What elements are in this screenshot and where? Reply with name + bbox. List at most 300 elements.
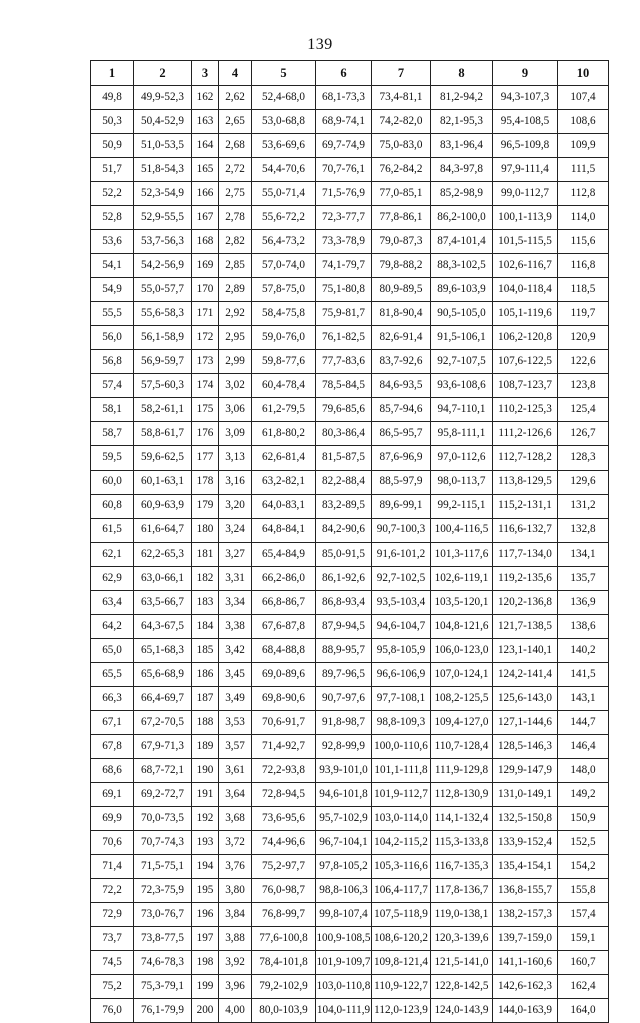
table-cell: 95,4-108,5 — [493, 110, 558, 134]
table-cell: 129,9-147,9 — [493, 758, 558, 782]
table-cell: 57,4 — [91, 374, 134, 398]
table-cell: 52,9-55,5 — [134, 206, 192, 230]
table-cell: 69,8-90,6 — [252, 686, 316, 710]
header-row — [91, 61, 609, 86]
table-cell: 104,2-115,2 — [372, 830, 431, 854]
table-cell: 69,9 — [91, 806, 134, 830]
table-cell: 66,2-86,0 — [252, 566, 316, 590]
table-cell: 59,0-76,0 — [252, 326, 316, 350]
table-cell: 131,0-149,1 — [493, 782, 558, 806]
column-header-4: 4 — [219, 61, 252, 86]
table-cell: 70,6 — [91, 830, 134, 854]
table-row — [91, 206, 609, 230]
table-cell: 58,2-61,1 — [134, 398, 192, 422]
table-cell: 144,0-163,9 — [493, 999, 558, 1023]
table-cell: 65,5 — [91, 662, 134, 686]
table-cell: 90,7-100,3 — [372, 518, 431, 542]
table-cell: 76,0-98,7 — [252, 879, 316, 903]
table-cell: 116,8 — [558, 254, 609, 278]
table-cell: 189 — [192, 734, 219, 758]
table-cell: 107,0-124,1 — [431, 662, 493, 686]
table-row — [91, 278, 609, 302]
table-cell: 3,27 — [219, 542, 252, 566]
table-row — [91, 254, 609, 278]
table-cell: 3,16 — [219, 470, 252, 494]
table-cell: 91,8-98,7 — [316, 710, 372, 734]
column-header-9: 9 — [493, 61, 558, 86]
table-cell: 135,4-154,1 — [493, 855, 558, 879]
table-cell: 85,2-98,9 — [431, 182, 493, 206]
table-cell: 61,2-79,5 — [252, 398, 316, 422]
table-cell: 138,6 — [558, 614, 609, 638]
table-cell: 64,0-83,1 — [252, 494, 316, 518]
table-cell: 49,9-52,3 — [134, 86, 192, 110]
table-cell: 3,20 — [219, 494, 252, 518]
table-cell: 74,2-82,0 — [372, 110, 431, 134]
table-cell: 198 — [192, 951, 219, 975]
table-row — [91, 734, 609, 758]
table-cell: 85,0-91,5 — [316, 542, 372, 566]
table-cell: 195 — [192, 879, 219, 903]
table-row — [91, 638, 609, 662]
table-cell: 100,1-113,9 — [493, 206, 558, 230]
table-cell: 176 — [192, 422, 219, 446]
table-cell: 93,5-103,4 — [372, 590, 431, 614]
table-cell: 65,6-68,9 — [134, 662, 192, 686]
table-cell: 3,24 — [219, 518, 252, 542]
table-cell: 52,2 — [91, 182, 134, 206]
table-cell: 103,5-120,1 — [431, 590, 493, 614]
table-cell: 56,1-58,9 — [134, 326, 192, 350]
table-cell: 111,5 — [558, 158, 609, 182]
table-cell: 188 — [192, 710, 219, 734]
table-cell: 71,5-76,9 — [316, 182, 372, 206]
column-header-2: 2 — [134, 61, 192, 86]
table-cell: 164 — [192, 134, 219, 158]
table-cell: 49,8 — [91, 86, 134, 110]
table-cell: 3,31 — [219, 566, 252, 590]
table-cell: 77,0-85,1 — [372, 182, 431, 206]
table-cell: 112,8-130,9 — [431, 782, 493, 806]
table-cell: 77,6-100,8 — [252, 927, 316, 951]
table-cell: 123,8 — [558, 374, 609, 398]
table-cell: 60,0 — [91, 470, 134, 494]
table-cell: 141,1-160,6 — [493, 951, 558, 975]
table-cell: 123,1-140,1 — [493, 638, 558, 662]
table-cell: 103,0-114,0 — [372, 806, 431, 830]
table-row — [91, 927, 609, 951]
table-cell: 96,5-109,8 — [493, 134, 558, 158]
table-cell: 84,6-93,5 — [372, 374, 431, 398]
table-cell: 169 — [192, 254, 219, 278]
table-cell: 63,2-82,1 — [252, 470, 316, 494]
table-row — [91, 326, 609, 350]
table-cell: 97,7-108,1 — [372, 686, 431, 710]
table-cell: 53,6-69,6 — [252, 134, 316, 158]
column-header-3: 3 — [192, 61, 219, 86]
table-cell: 110,7-128,4 — [431, 734, 493, 758]
table-cell: 3,80 — [219, 879, 252, 903]
table-cell: 59,8-77,6 — [252, 350, 316, 374]
table-row — [91, 566, 609, 590]
table-cell: 79,2-102,9 — [252, 975, 316, 999]
table-cell: 54,2-56,9 — [134, 254, 192, 278]
table-cell: 193 — [192, 830, 219, 854]
column-header-7: 7 — [372, 61, 431, 86]
table-cell: 2,99 — [219, 350, 252, 374]
table-cell: 2,89 — [219, 278, 252, 302]
table-cell: 4,00 — [219, 999, 252, 1023]
table-cell: 72,2-93,8 — [252, 758, 316, 782]
table-cell: 70,7-74,3 — [134, 830, 192, 854]
table-cell: 3,38 — [219, 614, 252, 638]
table-cell: 89,7-96,5 — [316, 662, 372, 686]
table-cell: 77,8-86,1 — [372, 206, 431, 230]
table-cell: 73,4-81,1 — [372, 86, 431, 110]
table-cell: 101,9-109,7 — [316, 951, 372, 975]
table-row — [91, 710, 609, 734]
table-cell: 50,9 — [91, 134, 134, 158]
table-cell: 3,64 — [219, 782, 252, 806]
table-cell: 3,68 — [219, 806, 252, 830]
table-cell: 50,4-52,9 — [134, 110, 192, 134]
table-cell: 72,9 — [91, 903, 134, 927]
table-cell: 109,4-127,0 — [431, 710, 493, 734]
table-cell: 79,6-85,6 — [316, 398, 372, 422]
table-cell: 88,5-97,9 — [372, 470, 431, 494]
table-cell: 54,4-70,6 — [252, 158, 316, 182]
table-cell: 79,8-88,2 — [372, 254, 431, 278]
table-cell: 3,13 — [219, 446, 252, 470]
table-cell: 52,8 — [91, 206, 134, 230]
table-cell: 78,5-84,5 — [316, 374, 372, 398]
table-cell: 75,2-97,7 — [252, 855, 316, 879]
table-cell: 100,4-116,5 — [431, 518, 493, 542]
table-cell: 81,8-90,4 — [372, 302, 431, 326]
table-cell: 2,82 — [219, 230, 252, 254]
table-cell: 86,2-100,0 — [431, 206, 493, 230]
table-cell: 168 — [192, 230, 219, 254]
table-cell: 162,4 — [558, 975, 609, 999]
table-cell: 2,65 — [219, 110, 252, 134]
table-cell: 70,6-91,7 — [252, 710, 316, 734]
table-cell: 62,6-81,4 — [252, 446, 316, 470]
table-cell: 102,6-119,1 — [431, 566, 493, 590]
table-cell: 51,8-54,3 — [134, 158, 192, 182]
table-cell: 140,2 — [558, 638, 609, 662]
table-cell: 98,8-109,3 — [372, 710, 431, 734]
table-cell: 91,6-101,2 — [372, 542, 431, 566]
column-header-8: 8 — [431, 61, 493, 86]
table-cell: 63,5-66,7 — [134, 590, 192, 614]
table-cell: 99,2-115,1 — [431, 494, 493, 518]
table-cell: 108,7-123,7 — [493, 374, 558, 398]
table-cell: 117,8-136,7 — [431, 879, 493, 903]
table-cell: 75,2 — [91, 975, 134, 999]
table-cell: 63,0-66,1 — [134, 566, 192, 590]
table-cell: 95,8-111,1 — [431, 422, 493, 446]
table-cell: 74,5 — [91, 951, 134, 975]
table-cell: 2,68 — [219, 134, 252, 158]
table-cell: 73,0-76,7 — [134, 903, 192, 927]
table-cell: 70,0-73,5 — [134, 806, 192, 830]
table-cell: 104,8-121,6 — [431, 614, 493, 638]
table-cell: 173 — [192, 350, 219, 374]
table-cell: 107,6-122,5 — [493, 350, 558, 374]
table-cell: 54,9 — [91, 278, 134, 302]
table-cell: 81,2-94,2 — [431, 86, 493, 110]
table-row — [91, 686, 609, 710]
table-row — [91, 446, 609, 470]
table-cell: 75,3-79,1 — [134, 975, 192, 999]
table-cell: 3,88 — [219, 927, 252, 951]
table-cell: 107,4 — [558, 86, 609, 110]
table-row — [91, 590, 609, 614]
table-cell: 148,0 — [558, 758, 609, 782]
table-cell: 83,1-96,4 — [431, 134, 493, 158]
table-cell: 73,7 — [91, 927, 134, 951]
table-cell: 70,7-76,1 — [316, 158, 372, 182]
table-cell: 3,09 — [219, 422, 252, 446]
table-cell: 163 — [192, 110, 219, 134]
table-cell: 116,7-135,3 — [431, 855, 493, 879]
table-row — [91, 158, 609, 182]
page-number: 139 — [307, 36, 333, 53]
table-cell: 109,9 — [558, 134, 609, 158]
table-cell: 66,8-86,7 — [252, 590, 316, 614]
table-cell: 92,7-102,5 — [372, 566, 431, 590]
table-cell: 100,9-108,5 — [316, 927, 372, 951]
table-cell: 132,5-150,8 — [493, 806, 558, 830]
table-cell: 134,1 — [558, 542, 609, 566]
table-cell: 62,2-65,3 — [134, 542, 192, 566]
table-cell: 84,2-90,6 — [316, 518, 372, 542]
table-cell: 167 — [192, 206, 219, 230]
table-cell: 183 — [192, 590, 219, 614]
table-row — [91, 398, 609, 422]
table-cell: 128,3 — [558, 446, 609, 470]
table-cell: 72,2 — [91, 879, 134, 903]
table-cell: 69,7-74,9 — [316, 134, 372, 158]
table-cell: 59,6-62,5 — [134, 446, 192, 470]
table-cell: 106,4-117,7 — [372, 879, 431, 903]
table-cell: 57,0-74,0 — [252, 254, 316, 278]
table-cell: 3,02 — [219, 374, 252, 398]
table-cell: 76,1-79,9 — [134, 999, 192, 1023]
table-cell: 101,1-111,8 — [372, 758, 431, 782]
table-cell: 77,7-83,6 — [316, 350, 372, 374]
table-cell: 184 — [192, 614, 219, 638]
table-cell: 94,7-110,1 — [431, 398, 493, 422]
table-cell: 3,53 — [219, 710, 252, 734]
table-cell: 67,8 — [91, 734, 134, 758]
table-cell: 124,0-143,9 — [431, 999, 493, 1023]
table-cell: 76,8-99,7 — [252, 903, 316, 927]
table-cell: 82,2-88,4 — [316, 470, 372, 494]
table-cell: 136,9 — [558, 590, 609, 614]
table-cell: 149,2 — [558, 782, 609, 806]
table-row — [91, 230, 609, 254]
table-cell: 57,5-60,3 — [134, 374, 192, 398]
table-cell: 105,1-119,6 — [493, 302, 558, 326]
table-cell: 115,2-131,1 — [493, 494, 558, 518]
table-cell: 179 — [192, 494, 219, 518]
table-cell: 71,4-92,7 — [252, 734, 316, 758]
table-cell: 79,0-87,3 — [372, 230, 431, 254]
table-cell: 197 — [192, 927, 219, 951]
table-row — [91, 134, 609, 158]
column-header-5: 5 — [252, 61, 316, 86]
table-cell: 64,8-84,1 — [252, 518, 316, 542]
table-row — [91, 903, 609, 927]
table-row — [91, 855, 609, 879]
table-cell: 114,1-132,4 — [431, 806, 493, 830]
table-cell: 107,5-118,9 — [372, 903, 431, 927]
table-cell: 110,9-122,7 — [372, 975, 431, 999]
table-cell: 61,8-80,2 — [252, 422, 316, 446]
table-cell: 92,7-107,5 — [431, 350, 493, 374]
table-cell: 87,4-101,4 — [431, 230, 493, 254]
table-cell: 136,8-155,7 — [493, 879, 558, 903]
table-cell: 2,78 — [219, 206, 252, 230]
table-cell: 71,5-75,1 — [134, 855, 192, 879]
table-cell: 115,3-133,8 — [431, 830, 493, 854]
table-cell: 186 — [192, 662, 219, 686]
table-cell: 118,5 — [558, 278, 609, 302]
table-cell: 76,1-82,5 — [316, 326, 372, 350]
table-cell: 150,9 — [558, 806, 609, 830]
table-cell: 121,7-138,5 — [493, 614, 558, 638]
table-cell: 106,0-123,0 — [431, 638, 493, 662]
table-cell: 74,1-79,7 — [316, 254, 372, 278]
table-cell: 93,6-108,6 — [431, 374, 493, 398]
table-cell: 172 — [192, 326, 219, 350]
table-cell: 97,0-112,6 — [431, 446, 493, 470]
table-cell: 2,62 — [219, 86, 252, 110]
table-cell: 78,4-101,8 — [252, 951, 316, 975]
table-cell: 56,9-59,7 — [134, 350, 192, 374]
table-cell: 62,9 — [91, 566, 134, 590]
table-cell: 56,4-73,2 — [252, 230, 316, 254]
table-cell: 122,8-142,5 — [431, 975, 493, 999]
table-cell: 61,6-64,7 — [134, 518, 192, 542]
table-row — [91, 614, 609, 638]
table-cell: 192 — [192, 806, 219, 830]
table-cell: 96,7-104,1 — [316, 830, 372, 854]
table-cell: 89,6-103,9 — [431, 278, 493, 302]
table-cell: 63,4 — [91, 590, 134, 614]
table-row — [91, 662, 609, 686]
table-row — [91, 350, 609, 374]
column-header-6: 6 — [316, 61, 372, 86]
table-cell: 119,2-135,6 — [493, 566, 558, 590]
table-cell: 60,4-78,4 — [252, 374, 316, 398]
table-cell: 93,9-101,0 — [316, 758, 372, 782]
table-cell: 66,3 — [91, 686, 134, 710]
table-row — [91, 879, 609, 903]
table-cell: 103,0-110,8 — [316, 975, 372, 999]
table-cell: 191 — [192, 782, 219, 806]
table-cell: 102,6-116,7 — [493, 254, 558, 278]
table-cell: 132,8 — [558, 518, 609, 542]
column-header-1: 1 — [91, 61, 134, 86]
table-cell: 69,0-89,6 — [252, 662, 316, 686]
table-cell: 90,7-97,6 — [316, 686, 372, 710]
table-cell: 75,1-80,8 — [316, 278, 372, 302]
table-cell: 55,6-72,2 — [252, 206, 316, 230]
table-cell: 73,3-78,9 — [316, 230, 372, 254]
table-cell: 84,3-97,8 — [431, 158, 493, 182]
table-cell: 67,2-70,5 — [134, 710, 192, 734]
table-cell: 98,8-106,3 — [316, 879, 372, 903]
table-cell: 182 — [192, 566, 219, 590]
table-cell: 177 — [192, 446, 219, 470]
table-cell: 74,6-78,3 — [134, 951, 192, 975]
table-cell: 80,0-103,9 — [252, 999, 316, 1023]
table-cell: 138,2-157,3 — [493, 903, 558, 927]
table-row — [91, 470, 609, 494]
table-cell: 86,5-95,7 — [372, 422, 431, 446]
table-cell: 75,9-81,7 — [316, 302, 372, 326]
table-cell: 175 — [192, 398, 219, 422]
table-cell: 65,0 — [91, 638, 134, 662]
table-cell: 64,3-67,5 — [134, 614, 192, 638]
table-cell: 113,8-129,5 — [493, 470, 558, 494]
table-cell: 58,4-75,8 — [252, 302, 316, 326]
table-row — [91, 999, 609, 1023]
table-cell: 152,5 — [558, 830, 609, 854]
table-cell: 155,8 — [558, 879, 609, 903]
table-cell: 83,2-89,5 — [316, 494, 372, 518]
table-cell: 99,0-112,7 — [493, 182, 558, 206]
table-cell: 119,7 — [558, 302, 609, 326]
table-cell: 144,7 — [558, 710, 609, 734]
column-header-10: 10 — [558, 61, 609, 86]
table-cell: 3,61 — [219, 758, 252, 782]
table-cell: 69,2-72,7 — [134, 782, 192, 806]
table-cell: 3,76 — [219, 855, 252, 879]
table-row — [91, 806, 609, 830]
table-cell: 128,5-146,3 — [493, 734, 558, 758]
table-cell: 105,3-116,6 — [372, 855, 431, 879]
table-cell: 87,9-94,5 — [316, 614, 372, 638]
table-cell: 86,1-92,6 — [316, 566, 372, 590]
table-cell: 94,6-104,7 — [372, 614, 431, 638]
table-cell: 95,7-102,9 — [316, 806, 372, 830]
table-cell: 108,6 — [558, 110, 609, 134]
table-cell: 104,0-111,9 — [316, 999, 372, 1023]
table-cell: 68,4-88,8 — [252, 638, 316, 662]
table-cell: 57,8-75,0 — [252, 278, 316, 302]
table-cell: 110,2-125,3 — [493, 398, 558, 422]
table-cell: 164,0 — [558, 999, 609, 1023]
table-cell: 71,4 — [91, 855, 134, 879]
table-cell: 120,9 — [558, 326, 609, 350]
table-cell: 58,8-61,7 — [134, 422, 192, 446]
table-cell: 68,7-72,1 — [134, 758, 192, 782]
table-cell: 120,2-136,8 — [493, 590, 558, 614]
table-cell: 72,3-77,7 — [316, 206, 372, 230]
table-cell: 124,2-141,4 — [493, 662, 558, 686]
table-cell: 73,6-95,6 — [252, 806, 316, 830]
table-cell: 160,7 — [558, 951, 609, 975]
table-cell: 82,6-91,4 — [372, 326, 431, 350]
table-row — [91, 494, 609, 518]
table-row — [91, 782, 609, 806]
table-cell: 51,0-53,5 — [134, 134, 192, 158]
table-cell: 122,6 — [558, 350, 609, 374]
table-cell: 67,1 — [91, 710, 134, 734]
